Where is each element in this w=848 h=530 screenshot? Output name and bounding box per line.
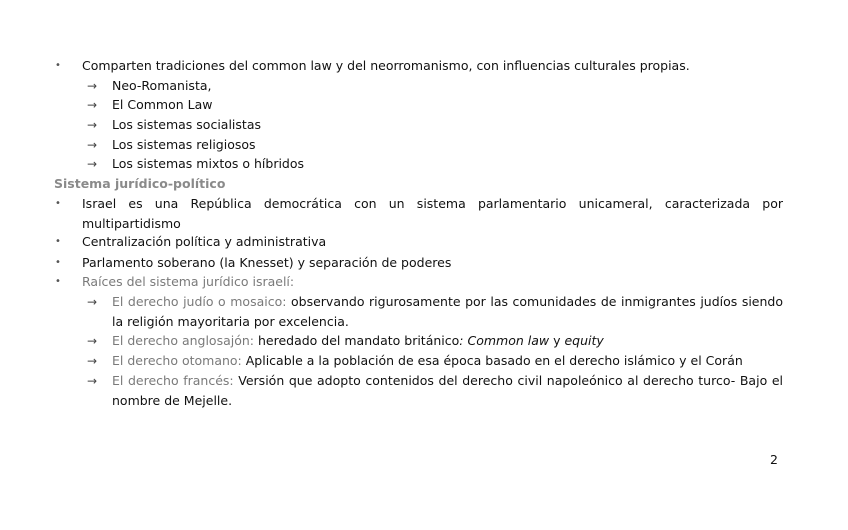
bullet-icon: • xyxy=(55,236,61,247)
family-item-text: Los sistemas socialistas xyxy=(112,117,261,132)
root-item-text xyxy=(112,292,783,332)
family-item-text: Los sistemas religiosos xyxy=(112,137,256,152)
arrow-icon: → xyxy=(86,334,98,348)
bullet-icon: • xyxy=(55,198,61,209)
root-description: Versión que adopto contenidos del derecho civil napoleónico al derecho turco- Bajo el nombre de Mejelle. xyxy=(112,373,783,408)
root-italic-term: : Common law xyxy=(459,333,550,348)
root-joiner: y xyxy=(549,333,565,348)
arrow-icon: → xyxy=(86,295,98,309)
arrow-icon: → xyxy=(86,354,98,368)
root-italic-term: equity xyxy=(564,333,604,348)
intro-bullet-text: Comparten tradiciones del common law y del neorromanismo, con influencias culturales propias. xyxy=(82,58,690,73)
arrow-icon: → xyxy=(86,118,98,132)
political-bullet-text: Centralización política y administrativa xyxy=(82,234,327,249)
roots-heading: Raíces del sistema jurídico israelí: xyxy=(82,274,295,289)
root-description: observando rigurosamente por las comunidades de inmigrantes judíos siendo la religión mayoritaria por excelencia. xyxy=(112,294,784,329)
family-item-text: Neo-Romanista, xyxy=(112,78,212,93)
arrow-icon: → xyxy=(86,374,98,388)
root-item-text xyxy=(112,331,783,351)
page-number: 2 xyxy=(770,452,778,467)
arrow-icon: → xyxy=(86,138,98,152)
root-label: El derecho francés: xyxy=(112,373,234,388)
root-label: El derecho judío o mosaico: xyxy=(112,294,287,309)
arrow-icon: → xyxy=(86,79,98,93)
section-heading: Sistema jurídico-político xyxy=(54,176,226,191)
root-label: El derecho anglosajón: xyxy=(112,333,255,348)
bullet-icon: • xyxy=(55,60,61,71)
bullet-icon: • xyxy=(55,276,61,287)
arrow-icon: → xyxy=(86,98,98,112)
political-bullet-text: Israel es una República democrática con un sistema parlamentario unicameral, caracterizada por multipartidismo xyxy=(82,196,783,231)
family-item-text: Los sistemas mixtos o híbridos xyxy=(112,156,305,171)
bullet-icon: • xyxy=(55,257,61,268)
arrow-icon: → xyxy=(86,157,98,171)
root-item-text xyxy=(112,351,783,371)
root-item-text xyxy=(112,371,783,411)
family-item-text: El Common Law xyxy=(112,97,213,112)
root-description: Aplicable a la población de esa época basado en el derecho islámico y el Corán xyxy=(241,353,743,368)
root-description: heredado del mandato británico xyxy=(254,333,460,348)
political-bullet-text: Parlamento soberano (la Knesset) y separación de poderes xyxy=(82,255,452,270)
root-label: El derecho otomano: xyxy=(112,353,242,368)
